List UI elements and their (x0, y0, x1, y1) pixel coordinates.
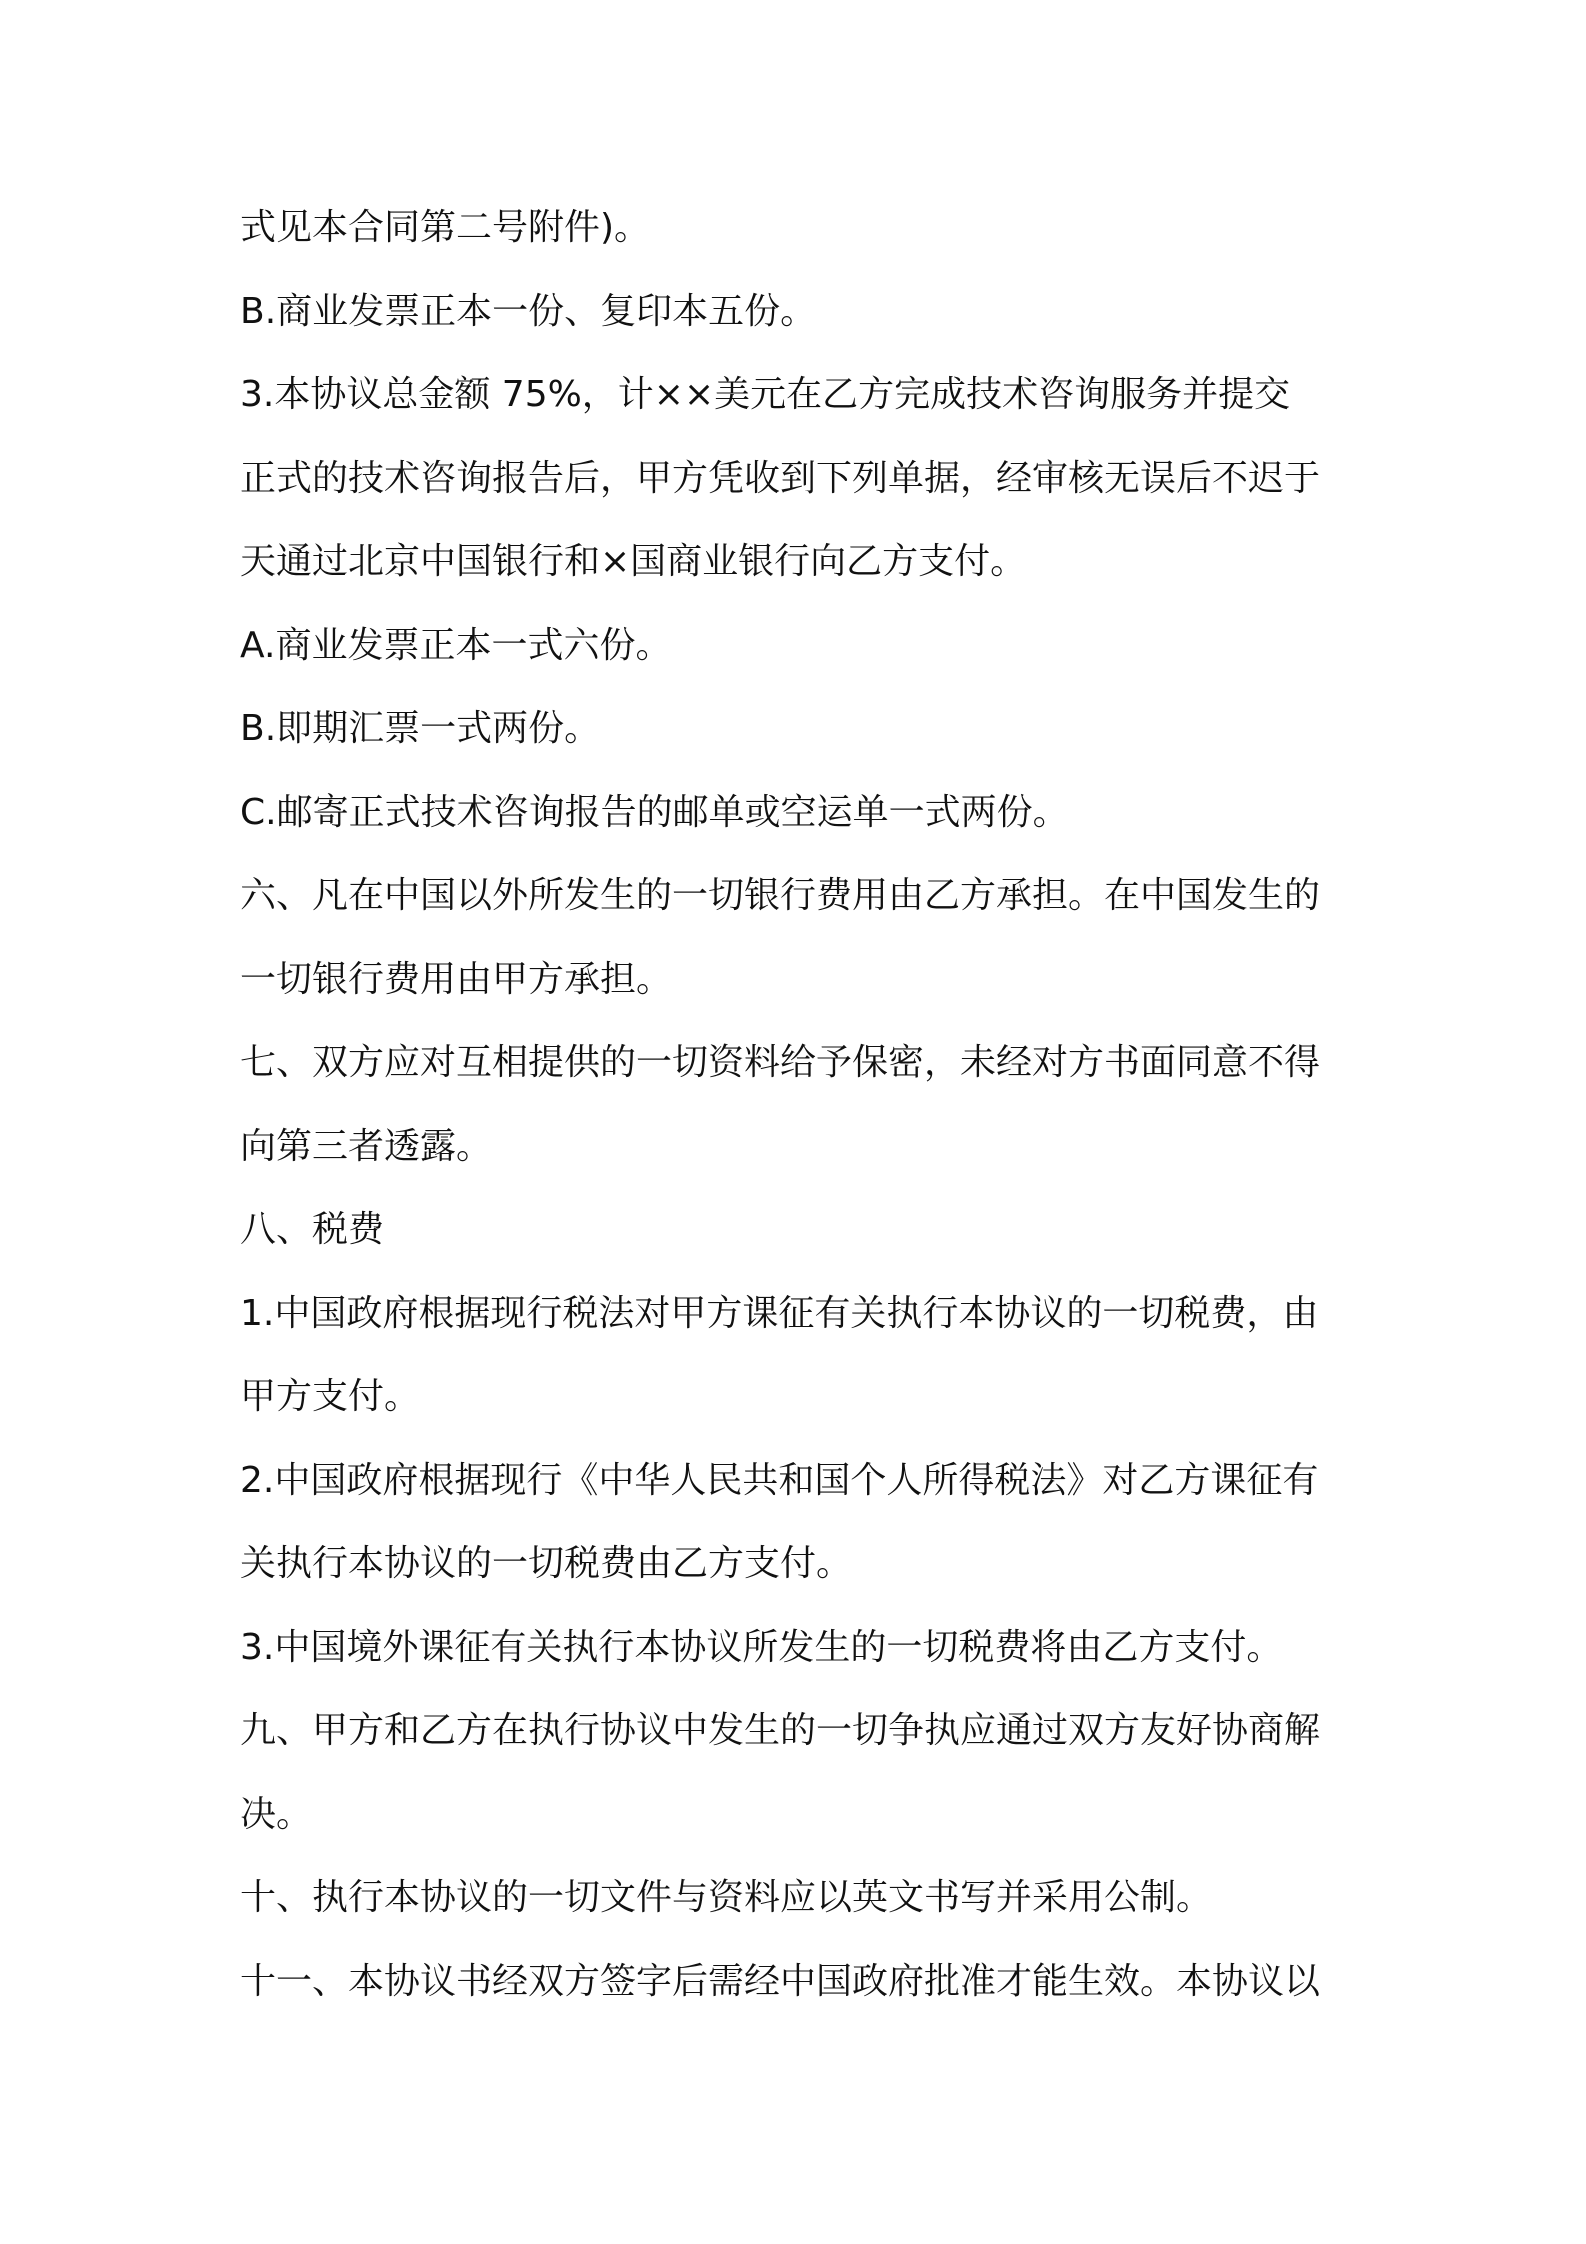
text-line: 甲方支付。 (240, 1376, 421, 1417)
text-line: 六、凡在中国以外所发生的一切银行费用由乙方承担。在中国发生的 (240, 875, 1321, 916)
text-line: 九、甲方和乙方在执行协议中发生的一切争执应通过双方友好协商解 (240, 1710, 1321, 1751)
text-line: 向第三者透露。 (240, 1125, 493, 1167)
text-line: C.邮寄正式技术咨询报告的邮单或空运单一式两份。 (240, 791, 1069, 833)
text-line: 决。 (240, 1793, 313, 1835)
text-line: B.商业发票正本一份、复印本五份。 (240, 290, 817, 332)
text-line: 3.中国境外课征有关执行本协议所发生的一切税费将由乙方支付。 (240, 1626, 1283, 1668)
text-line: 3.本协议总金额 75%，计××美元在乙方完成技术咨询服务并提交 (240, 374, 1291, 415)
text-line: A.商业发票正本一式六份。 (240, 624, 672, 666)
section-heading: 八、税费 (240, 1209, 385, 1250)
text-line: 一切银行费用由甲方承担。 (240, 958, 673, 1000)
text-line: 2.中国政府根据现行《中华人民共和国个人所得税法》对乙方课征有 (240, 1459, 1319, 1501)
text-line: 正式的技术咨询报告后，甲方凭收到下列单据，经审核无误后不迟于 (240, 457, 1321, 499)
text-line: 七、双方应对互相提供的一切资料给予保密，未经对方书面同意不得 (240, 1042, 1321, 1083)
text-line: 式见本合同第二号附件)。 (240, 207, 651, 248)
document-body (240, 186, 1360, 2023)
text-line: 1.中国政府根据现行税法对甲方课征有关执行本协议的一切税费，由 (240, 1292, 1319, 1334)
text-line: 天通过北京中国银行和×国商业银行向乙方支付。 (240, 541, 1027, 582)
text-line: 关执行本协议的一切税费由乙方支付。 (240, 1543, 853, 1584)
text-line: 十一、本协议书经双方签字后需经中国政府批准才能生效。本协议以 (240, 1960, 1321, 2002)
text-line: 十、执行本协议的一切文件与资料应以英文书写并采用公制。 (240, 1877, 1213, 1918)
text-line: B.即期汇票一式两份。 (240, 708, 601, 749)
